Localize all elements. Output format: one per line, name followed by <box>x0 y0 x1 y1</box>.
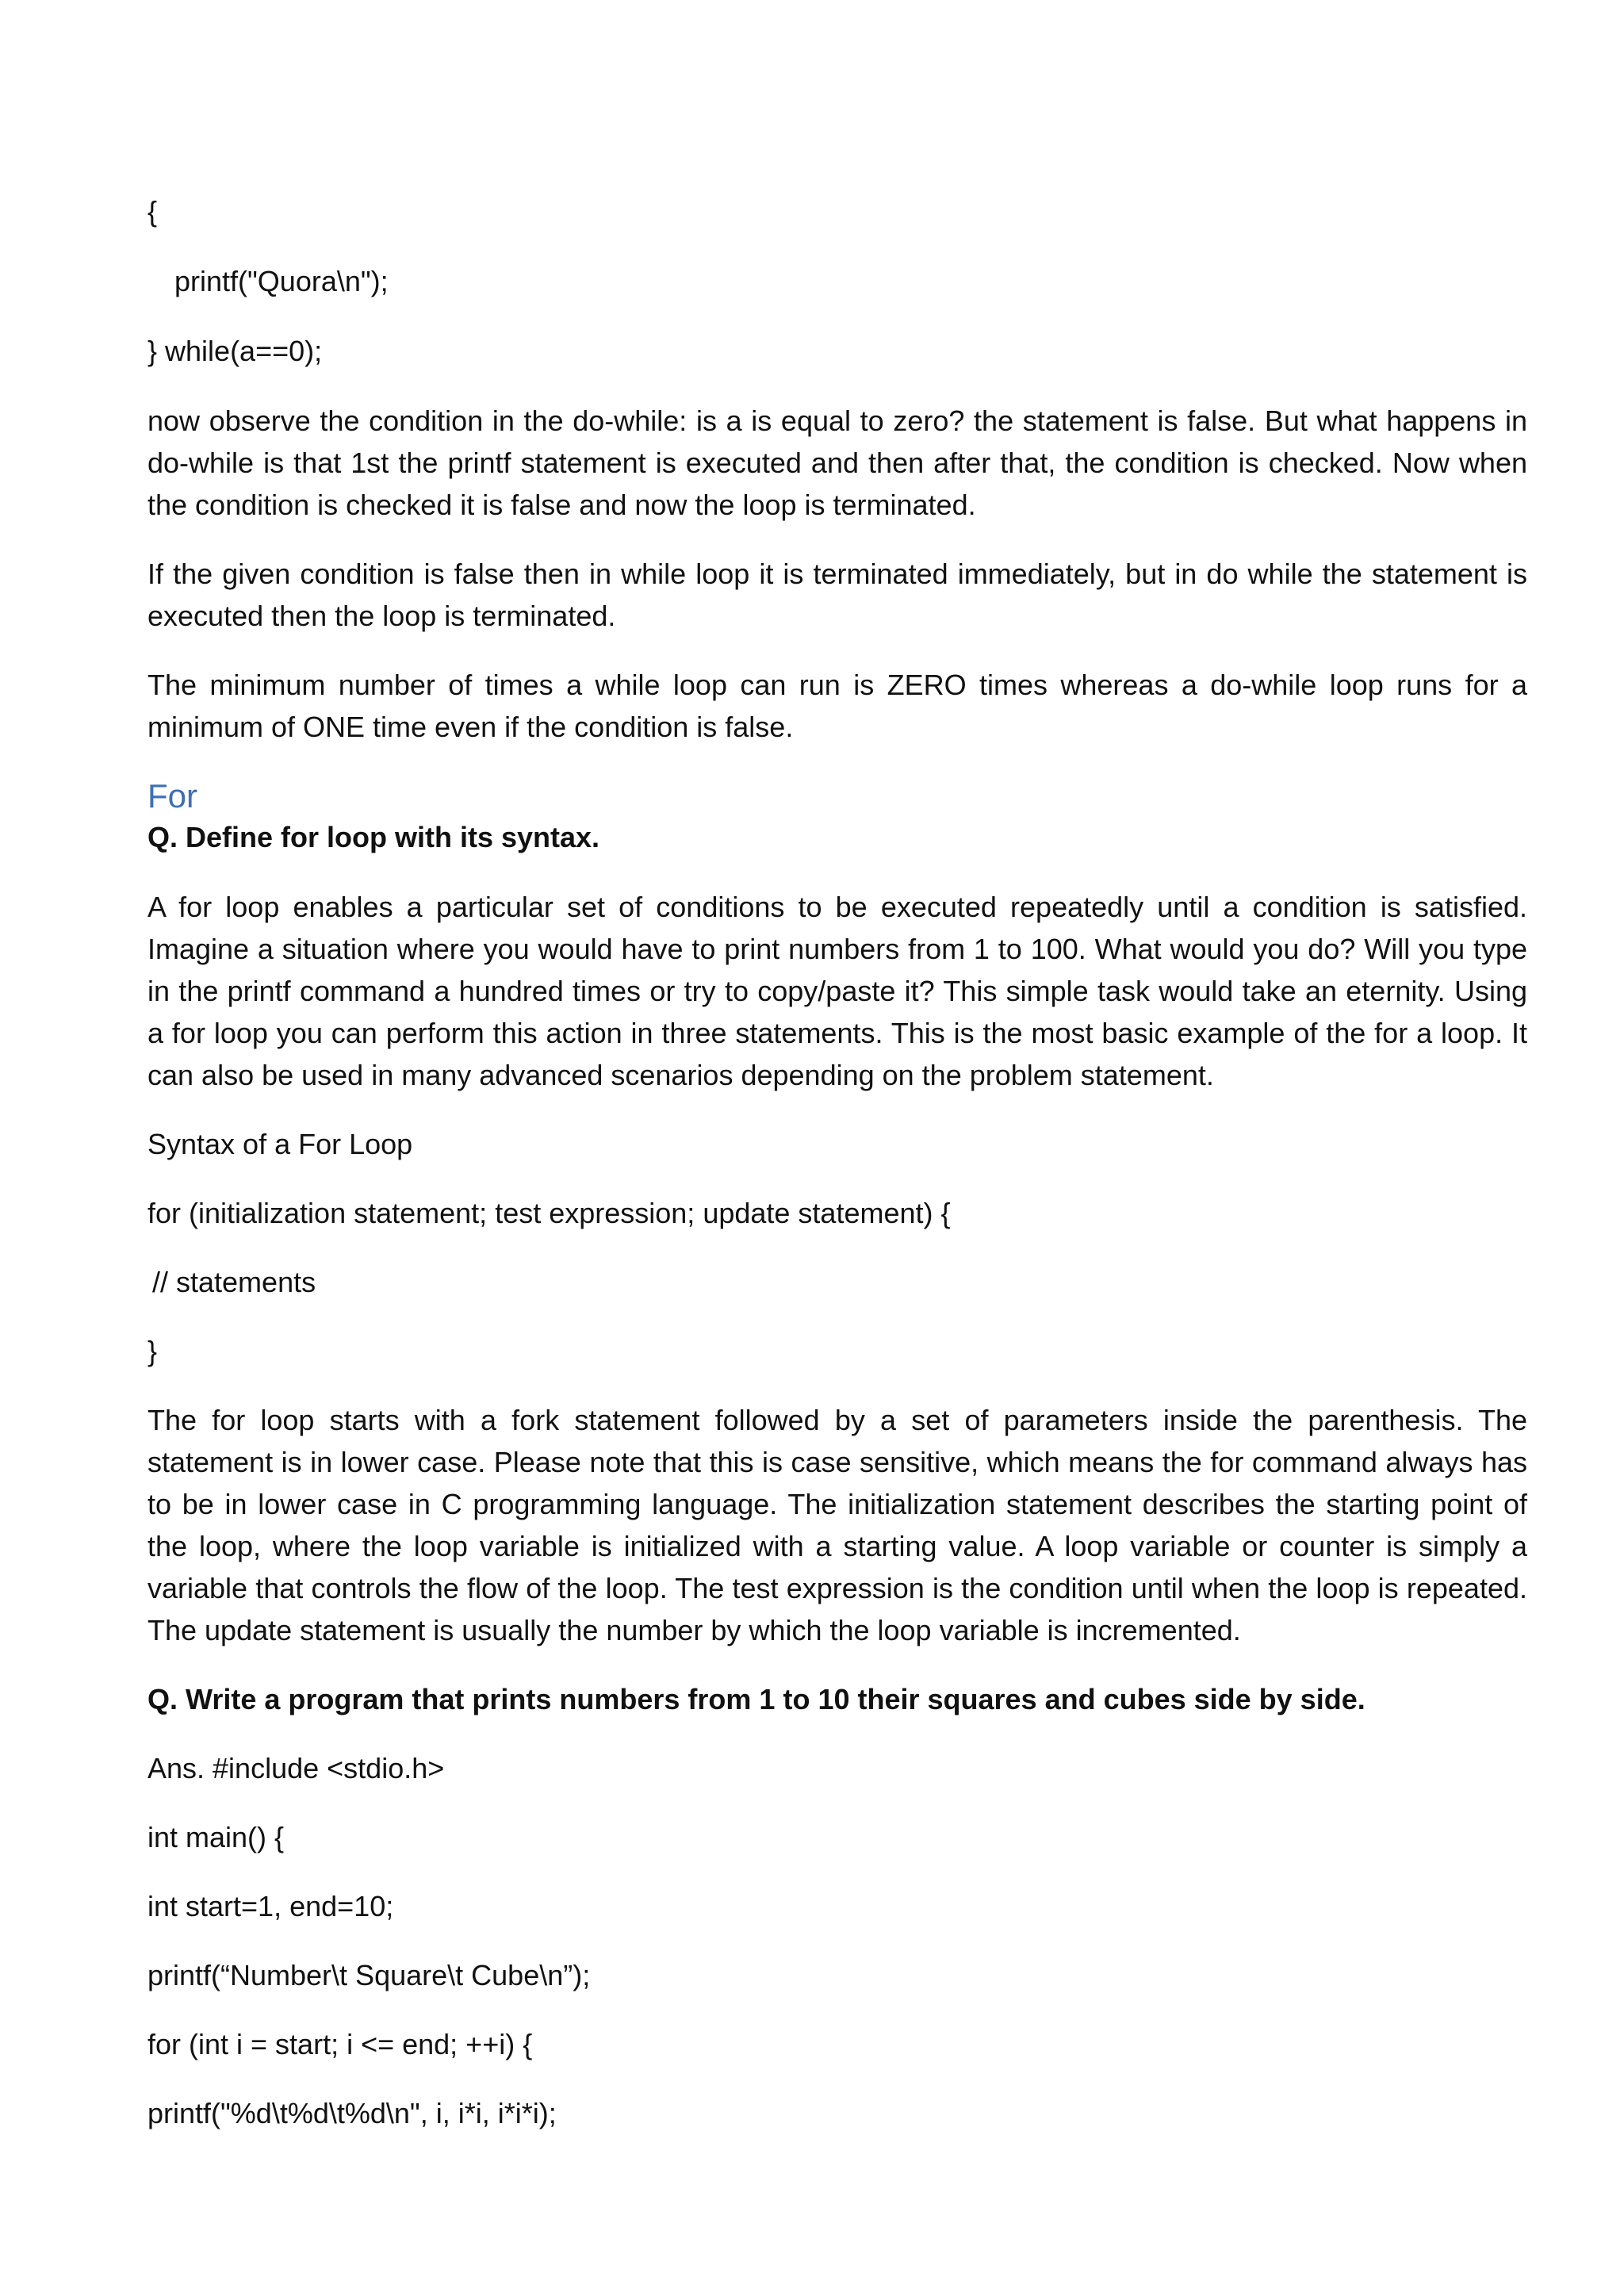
code-while-close: } while(a==0); <box>147 335 323 367</box>
code-printf-quora: printf("Quora\n"); <box>174 265 389 297</box>
paragraph-for-explain: The for loop starts with a fork statement followed by a set of parameters inside the parenthesis. The statement is in lower case. Please note that this is case sensitive, which means the for command always has to be in lower case in C programming language. The initialization statement describes the starting point of the loop, where the loop variable is initialized with a starting value. A loop variable or counter is simply a variable that controls the flow of the loop. The test expression is the condition until when the loop is repeated. The update statement is usually the number by which the loop variable is incremented. <box>147 1404 1527 1646</box>
paragraph-minimum: The minimum number of times a while loop can run is ZERO times whereas a do-while loop runs for a minimum of ONE time even if the condition is false. <box>147 669 1527 743</box>
document-page <box>147 190 1527 2134</box>
question-program: Q. Write a program that prints numbers from 1 to 10 their squares and cubes side by side. <box>147 1683 1365 1715</box>
paragraph-if-false: If the given condition is false then in while loop it is terminated immediately, but in do while the statement is executed then the loop is terminated. <box>147 558 1527 632</box>
section-heading-for: For <box>147 777 197 815</box>
syntax-line-close: } <box>147 1335 158 1367</box>
paragraph-for-intro: A for loop enables a particular set of conditions to be executed repeatedly until a condition is satisfied. Imagine a situation where you would have to print numbers from 1 to 100. What would you do? Will you type in the printf command a hundred times or try to copy/paste it? This simple task would take an eternity. Using a for loop you can perform this action in three statements. This is the most basic example of the for a loop. It can also be used in many advanced scenarios depending on the problem statement. <box>147 891 1527 1091</box>
code-row-printf: printf("%d\t%d\t%d\n", i, i*i, i*i*i); <box>147 2097 557 2129</box>
question-define: Q. Define for loop with its syntax. <box>147 821 600 853</box>
syntax-line-for: for (initialization statement; test expression; update statement) { <box>147 1197 951 1229</box>
code-for: for (int i = start; i <= end; ++i) { <box>147 2028 533 2060</box>
code-brace-open: { <box>147 195 158 228</box>
code-header-printf: printf(“Number\t Square\t Cube\n”); <box>147 1959 591 1991</box>
syntax-line-statements: // statements <box>152 1266 316 1298</box>
code-vars: int start=1, end=10; <box>147 1890 394 1922</box>
code-main: int main() { <box>147 1821 285 1853</box>
syntax-title: Syntax of a For Loop <box>147 1128 413 1160</box>
paragraph-observe: now observe the condition in the do-while: is a is equal to zero? the statement is false. But what happens in do-while is that 1st the printf statement is executed and then after that, the condition is checked. Now when the condition is checked it is false and now the loop is terminated. <box>147 404 1527 521</box>
answer-include: Ans. #include <stdio.h> <box>147 1752 445 1784</box>
